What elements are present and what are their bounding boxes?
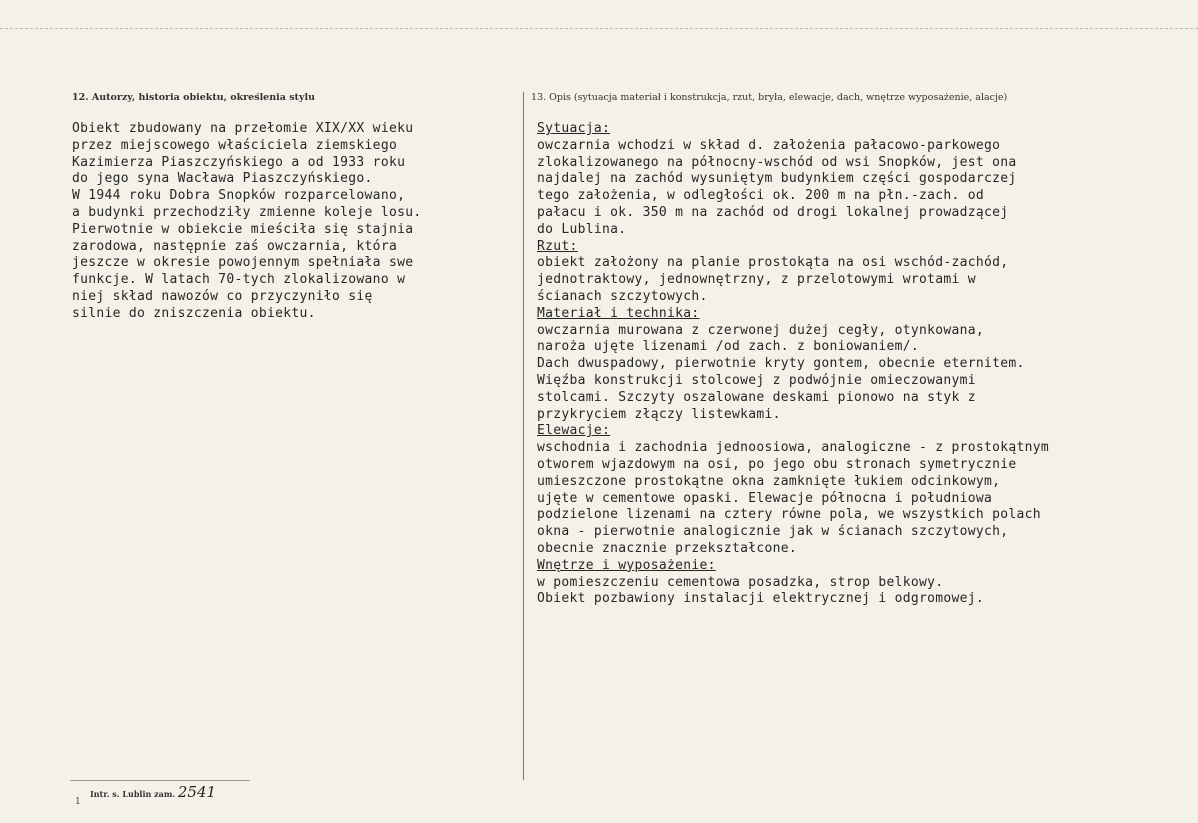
history-text xyxy=(72,121,421,323)
section-line: owczarnia wchodzi w skład d. założenia pałacowo-parkowego xyxy=(537,137,1001,153)
section-line: stolcami. Szczyty oszalowane deskami pionowo na styk z xyxy=(537,389,976,405)
section-line: w pomieszczeniu cementowa posadzka, strop belkowy. xyxy=(537,574,944,590)
history-line: W 1944 roku Dobra Snopków rozparcelowano, xyxy=(72,188,406,204)
section-line: Dach dwuspadowy, pierwotnie kryty gontem, obecnie eternitem. xyxy=(537,356,1025,372)
history-line: przez miejscowego właściciela ziemskiego xyxy=(72,137,398,153)
section-line: zlokalizowanego na północny-wschód od wsi Snopków, jest ona xyxy=(537,154,1017,170)
description-text xyxy=(537,121,1049,608)
section-line: podzielone lizenami na cztery równe pola, we wszystkich polach xyxy=(537,507,1041,523)
footer-rule xyxy=(70,780,250,781)
section-line: wschodnia i zachodnia jednoosiowa, analogiczne - z prostokątnym xyxy=(537,440,1049,456)
section-line: przykryciem złączy listewkami. xyxy=(537,406,781,422)
section-line: naroża ujęte lizenami /od zach. z boniowaniem/. xyxy=(537,339,919,355)
history-line: silnie do zniszczenia obiektu. xyxy=(72,305,316,321)
history-heading: 12. Autorzy, historia obiektu, określenia stylu xyxy=(72,92,315,103)
column-divider xyxy=(523,92,524,780)
history-line: jeszcze w okresie powojennym spełniała swe xyxy=(72,255,414,271)
section-line: Obiekt pozbawiony instalacji elektrycznej i odgromowej. xyxy=(537,591,984,607)
section-line: tego założenia, w odległości ok. 200 m na płn.-zach. od xyxy=(537,188,984,204)
history-line: funkcje. W latach 70-tych zlokalizowano w xyxy=(72,272,406,288)
section-title: Elewacje: xyxy=(537,423,611,439)
history-line: a budynki przechodziły zmienne koleje losu. xyxy=(72,204,422,220)
section-title: Sytuacja: xyxy=(537,121,611,136)
section-line: jednotraktowy, jednownętrzny, z przelotowymi wrotami w xyxy=(537,272,976,288)
section-line: umieszczone prostokątne okna zamknięte łukiem odcinkowym, xyxy=(537,473,1001,489)
section-line: otworem wjazdowym na osi, po jego obu stronach symetrycznie xyxy=(537,456,1017,472)
section-line: najdalej na zachód wysuniętym budynkiem części gospodarczej xyxy=(537,171,1017,187)
history-line: Pierwotnie w obiekcie mieściła się stajnia xyxy=(72,221,414,237)
perforation-line xyxy=(0,28,1198,29)
corner-mark: 1 xyxy=(75,797,81,807)
description-heading: 13. Opis (sytuacja materiał i konstrukcja, rzut, bryła, elewacje, dach, wnętrze wyposażenie, alacje) xyxy=(531,92,1008,103)
section-title: Materiał i technika: xyxy=(537,305,700,321)
section-title: Rzut: xyxy=(537,238,578,254)
section-line: ujęte w cementowe opaski. Elewacje północna i południowa xyxy=(537,490,993,506)
section-line: pałacu i ok. 350 m na zachód od drogi lokalnej prowadzącej xyxy=(537,204,1009,220)
history-line: do jego syna Wacława Piaszczyńskiego. xyxy=(72,171,373,187)
footer-stamp xyxy=(90,783,216,801)
footer-label: Intr. s. Lublin zam. xyxy=(90,789,176,799)
section-title: Wnętrze i wyposażenie: xyxy=(537,557,716,573)
section-line: Więźba konstrukcji stolcowej z podwójnie omieczowanymi xyxy=(537,372,976,388)
history-line: niej skład nawozów co przyczyniło się xyxy=(72,288,373,304)
handwritten-number: 2541 xyxy=(177,783,217,801)
section-line: ścianach szczytowych. xyxy=(537,288,708,304)
section-line: do Lublina. xyxy=(537,221,627,237)
section-line: obiekt założony na planie prostokąta na osi wschód-zachód, xyxy=(537,255,1009,271)
section-line: owczarnia murowana z czerwonej dużej cegły, otynkowana, xyxy=(537,322,984,338)
history-line: Kazimierza Piaszczyńskiego a od 1933 roku xyxy=(72,154,406,170)
section-line: okna - pierwotnie analogicznie jak w ścianach szczytowych, xyxy=(537,524,1009,540)
history-line: zarodowa, następnie zaś owczarnia, która xyxy=(72,238,398,254)
section-line: obecnie znacznie przekształcone. xyxy=(537,540,798,556)
history-line: Obiekt zbudowany na przełomie XIX/XX wieku xyxy=(72,121,414,136)
